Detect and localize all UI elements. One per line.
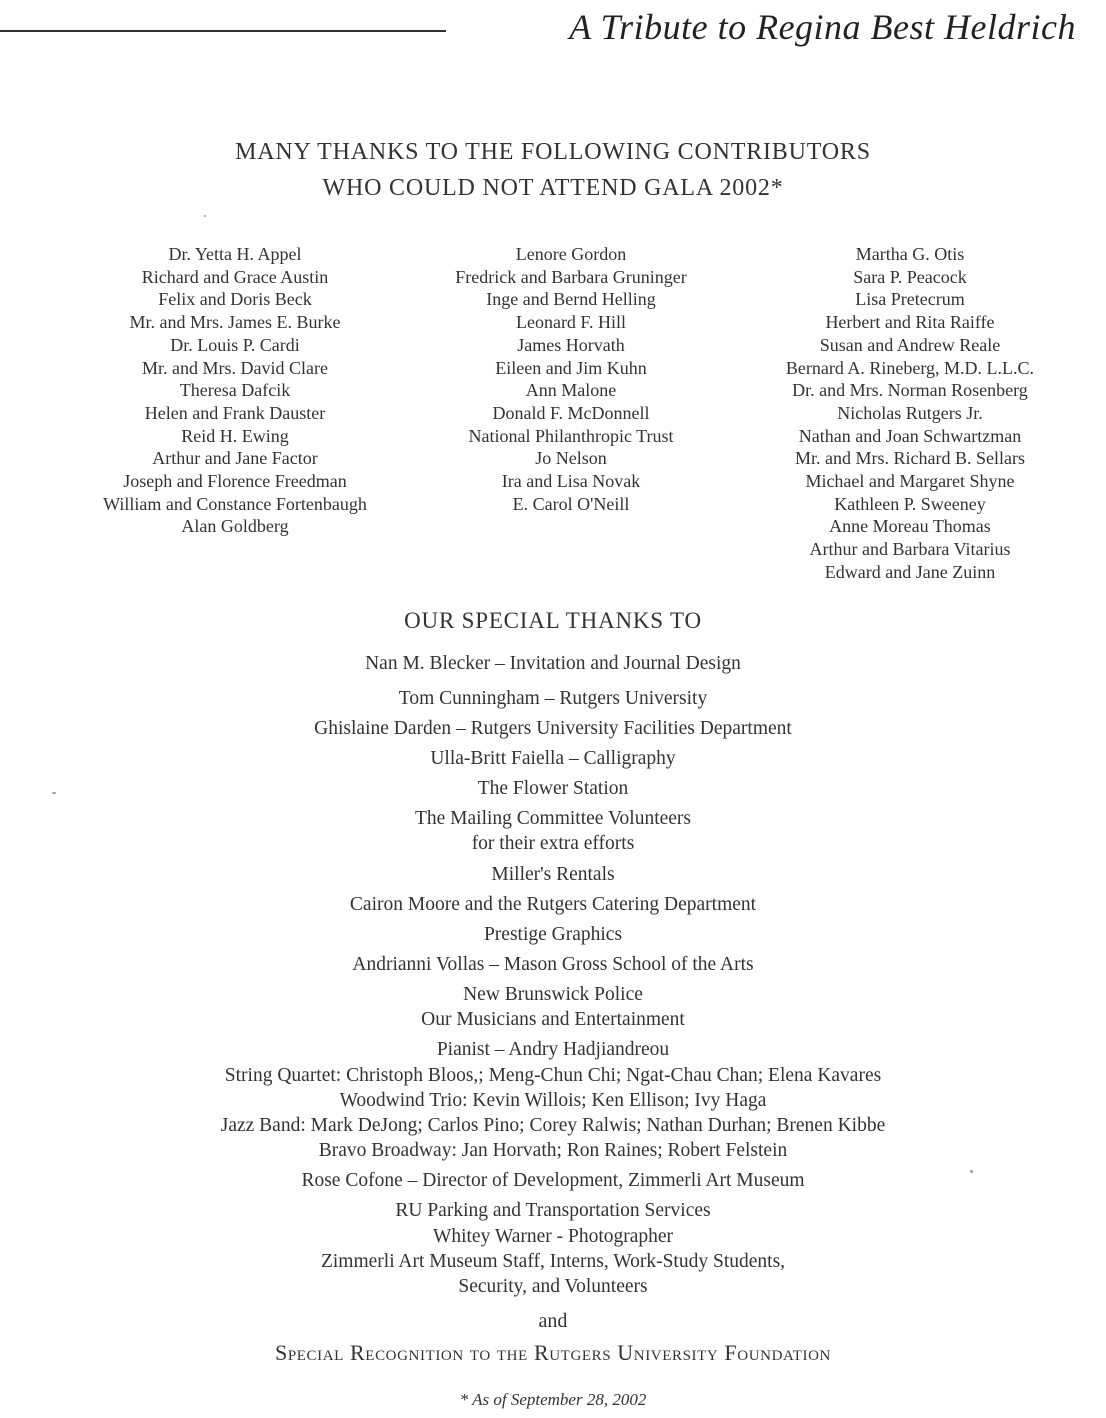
- contributor-name: Mr. and Mrs. James E. Burke: [129, 312, 341, 333]
- thanks-line: Ulla-Britt Faiella – Calligraphy: [430, 748, 676, 769]
- contributors-heading-line1: MANY THANKS TO THE FOLLOWING CONTRIBUTORS: [235, 139, 871, 165]
- thanks-line: The Flower Station: [477, 778, 629, 799]
- thanks-line: Nan M. Blecker – Invitation and Journal Design: [365, 653, 741, 674]
- contributor-name: Richard and Grace Austin: [141, 266, 329, 287]
- contributor-name: Theresa Dafcik: [179, 380, 291, 401]
- contributor-name: Michael and Margaret Shyne: [805, 471, 1015, 492]
- contributor-name: Alan Goldberg: [181, 516, 289, 537]
- contributor-name: Arthur and Barbara Vitarius: [809, 539, 1011, 560]
- contributor-name: Eileen and Jim Kuhn: [495, 357, 647, 378]
- thanks-line: Prestige Graphics: [483, 924, 623, 945]
- contributors-heading: [0, 134, 1106, 206]
- thanks-line: Security, and Volunteers: [458, 1276, 648, 1297]
- contributor-name: Herbert and Rita Raiffe: [825, 312, 995, 333]
- contributors-column-2: [391, 243, 751, 515]
- contributor-name: Bernard A. Rineberg, M.D. L.L.C.: [785, 357, 1035, 378]
- contributor-name: Reid H. Ewing: [181, 425, 289, 446]
- thanks-line: Zimmerli Art Museum Staff, Interns, Work-Study Students,: [320, 1251, 786, 1272]
- thanks-line: Miller's Rentals: [491, 864, 615, 885]
- contributor-name: Mr. and Mrs. David Clare: [142, 357, 328, 378]
- contributor-name: Sara P. Peacock: [853, 266, 967, 287]
- thanks-line: Bravo Broadway: Jan Horvath; Ron Raines; Robert Felstein: [318, 1140, 788, 1161]
- contributor-name: Fredrick and Barbara Gruninger: [455, 266, 687, 287]
- contributor-name: Dr. Yetta H. Appel: [168, 244, 302, 264]
- contributor-name: Martha G. Otis: [855, 244, 965, 264]
- contributor-name: Helen and Frank Dauster: [144, 402, 326, 423]
- contributor-name: Lenore Gordon: [515, 244, 627, 264]
- contributor-name: Arthur and Jane Factor: [152, 448, 318, 469]
- and-text: and: [538, 1310, 568, 1332]
- thanks-line: Tom Cunningham – Rutgers University: [398, 688, 708, 709]
- thanks-line: Pianist – Andry Hadjiandreou: [436, 1039, 670, 1060]
- thanks-line: RU Parking and Transportation Services: [395, 1200, 711, 1221]
- thanks-line: Rose Cofone – Director of Development, Zimmerli Art Museum: [301, 1170, 805, 1191]
- paper-speck: [204, 215, 206, 217]
- contributor-name: Mr. and Mrs. Richard B. Sellars: [795, 448, 1025, 469]
- contributor-name: Nicholas Rutgers Jr.: [837, 402, 983, 423]
- paper-speck: [970, 1170, 973, 1173]
- contributor-name: Donald F. McDonnell: [492, 402, 650, 423]
- contributor-name: Ann Malone: [525, 380, 617, 401]
- header-rule: [0, 30, 446, 32]
- contributor-name: Lisa Pretecrum: [855, 289, 965, 310]
- contributors-heading-line2: WHO COULD NOT ATTEND GALA 2002*: [322, 175, 784, 201]
- contributor-name: James Horvath: [517, 334, 625, 355]
- thanks-line: Woodwind Trio: Kevin Willois; Ken Ellison; Ivy Haga: [339, 1090, 767, 1111]
- paper-speck: [52, 792, 56, 794]
- contributor-name: Kathleen P. Sweeney: [834, 493, 986, 514]
- contributor-name: William and Constance Fortenbaugh: [103, 493, 367, 514]
- contributor-name: Inge and Bernd Helling: [486, 289, 656, 310]
- thanks-line: Our Musicians and Entertainment: [421, 1009, 685, 1030]
- thanks-line: New Brunswick Police: [463, 984, 643, 1005]
- contributor-name: Edward and Jane Zuinn: [824, 561, 996, 582]
- thanks-line: String Quartet: Christoph Bloos,; Meng-Chun Chi; Ngat-Chau Chan; Elena Kavares: [224, 1065, 882, 1086]
- contributor-name: Dr. Louis P. Cardi: [170, 334, 300, 355]
- thanks-line: Andrianni Vollas – Mason Gross School of the Arts: [352, 954, 754, 975]
- contributor-name: Leonard F. Hill: [515, 312, 627, 333]
- special-thanks-heading: OUR SPECIAL THANKS TO: [404, 608, 702, 633]
- page-title: A Tribute to Regina Best Heldrich: [569, 7, 1076, 47]
- thanks-line: for their extra efforts: [471, 833, 635, 854]
- contributor-name: Dr. and Mrs. Norman Rosenberg: [792, 380, 1028, 401]
- contributor-name: Ira and Lisa Novak: [501, 471, 641, 492]
- contributor-name: Nathan and Joan Schwartzman: [798, 425, 1022, 446]
- contributor-name: Felix and Doris Beck: [158, 289, 312, 310]
- contributor-name: National Philanthropic Trust: [468, 425, 674, 446]
- thanks-line: Cairon Moore and the Rutgers Catering Department: [349, 894, 757, 915]
- thanks-line: Whitey Warner - Photographer: [432, 1226, 674, 1247]
- contributor-name: E. Carol O'Neill: [512, 493, 630, 514]
- contributor-name: Jo Nelson: [535, 448, 607, 469]
- contributors-column-3: [730, 243, 1090, 584]
- footnote: * As of September 28, 2002: [459, 1390, 647, 1409]
- contributor-name: Susan and Andrew Reale: [819, 334, 1001, 355]
- thanks-line: Jazz Band: Mark DeJong; Carlos Pino; Corey Ralwis; Nathan Durhan; Brenen Kibbe: [220, 1115, 886, 1136]
- contributor-name: Anne Moreau Thomas: [829, 516, 991, 537]
- thanks-line: The Mailing Committee Volunteers: [414, 808, 692, 829]
- thanks-line: Ghislaine Darden – Rutgers University Facilities Department: [314, 718, 792, 739]
- special-recognition: Special Recognition to the Rutgers University Foundation: [275, 1340, 831, 1365]
- contributors-column-1: [40, 243, 430, 538]
- contributor-name: Joseph and Florence Freedman: [123, 471, 347, 492]
